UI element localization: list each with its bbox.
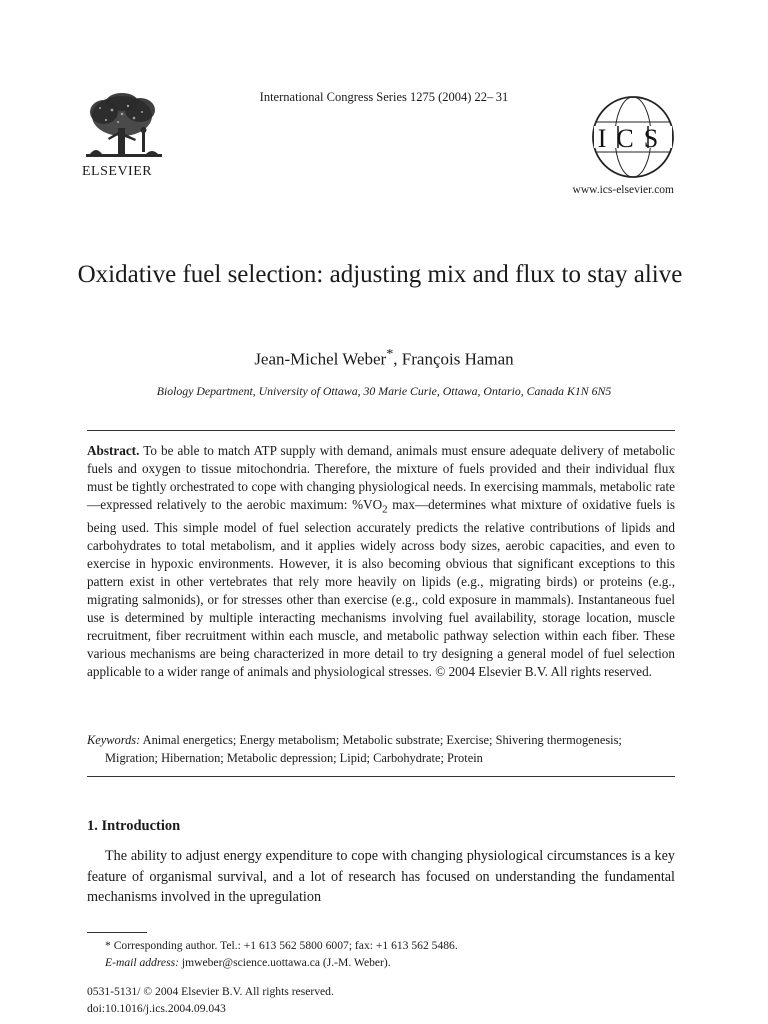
email-note: [87, 955, 687, 972]
abstract-label: Abstract.: [87, 443, 140, 458]
section-heading: 1. Introduction: [87, 818, 181, 834]
body-paragraph: The ability to adjust energy expenditure to cope with changing physiological circumstances is a key feature of organismal survival, and a lot of research has focused on understanding the fundamental mechanisms involved in the upregulation: [87, 848, 675, 905]
email-address[interactable]: jmweber@science.uottawa.ca (J.-M. Weber).: [178, 955, 391, 969]
keywords-label: Keywords:: [87, 733, 141, 747]
doi-line[interactable]: doi:10.1016/j.ics.2004.09.043: [87, 1002, 226, 1015]
journal-url[interactable]: www.ics-elsevier.com: [572, 184, 674, 196]
elsevier-logo: [82, 92, 166, 180]
divider: [87, 430, 675, 431]
divider: [87, 776, 675, 777]
elsevier-tree-icon: [82, 92, 166, 164]
abstract-text: max—determines what mixture of oxidative fuels is being used. This simple model of fuel selection accurately predicts the relative contributions of lipids and carbohydrates to total metabolism, and it applies widely across body sizes, aerobic capacities, and even to exercise in hypoxic environments. However, it is also becoming obvious that significant exceptions to this pattern exist in other vertebrates that rely more heavily on lipids (e.g., migrating birds) or proteins (e.g., migrating salmonids), or for stresses other than exercise (e.g., cold exposure in mammals). Instantaneous fuel use is determined by multiple interacting mechanisms involving fuel availability, storage location, muscle recruitment, fiber recruitment within each muscle, and metabolic pathway selection within each fiber. These various mechanisms are being characterized in more detail to try designing a general model of fuel selection applicable to a wider range of animals and physiological stresses. © 2004 Elsevier B.V. All rights reserved.: [87, 497, 676, 680]
email-label: E-mail address:: [105, 955, 179, 969]
ics-logo: [588, 92, 678, 182]
keywords: [87, 731, 675, 767]
corresponding-author-note: * Corresponding author. Tel.: +1 613 562 5800 6007; fax: +1 613 562 5486.: [105, 939, 458, 952]
footnote: [87, 938, 687, 971]
keywords-text: Animal energetics; Energy metabolism; Metabolic substrate; Exercise; Shivering thermogenesis;: [140, 733, 622, 747]
abstract: [87, 442, 675, 681]
abstract-subscript: 2: [382, 503, 388, 516]
corresponding-author-mark[interactable]: *: [386, 346, 394, 362]
abstract-text: To be able to match ATP supply with demand, animals must ensure adequate delivery of metabolic fuels and oxygen to tissue mitochondria. Therefore, the mixture of fuels provided and their individual flux must be tightly orchestrated to cope with changing physiological needs. In exercising mammals, metabolic rate—expressed relatively to the aerobic maximum: %VO: [87, 443, 675, 513]
copyright-block: [87, 983, 334, 1017]
ics-logo-text: ICS: [597, 124, 669, 153]
footnote-divider: [87, 932, 147, 933]
publisher-name: ELSEVIER: [82, 164, 153, 179]
author-name: , François Haman: [393, 349, 514, 369]
ics-globe-icon: [588, 92, 678, 182]
author-name: Jean-Michel Weber: [254, 349, 387, 369]
affiliation: Biology Department, University of Ottawa, 30 Marie Curie, Ottawa, Ontario, Canada K1N 6N5: [156, 384, 612, 398]
keywords-text: Migration; Hibernation; Metabolic depression; Lipid; Carbohydrate; Protein: [105, 751, 483, 765]
article-title: Oxidative fuel selection: adjusting mix and flux to stay alive: [77, 261, 683, 288]
journal-citation: International Congress Series 1275 (2004) 22– 31: [259, 90, 509, 104]
author-list: [0, 346, 768, 370]
issn-line: 0531-5131/ © 2004 Elsevier B.V. All rights reserved.: [87, 985, 334, 998]
